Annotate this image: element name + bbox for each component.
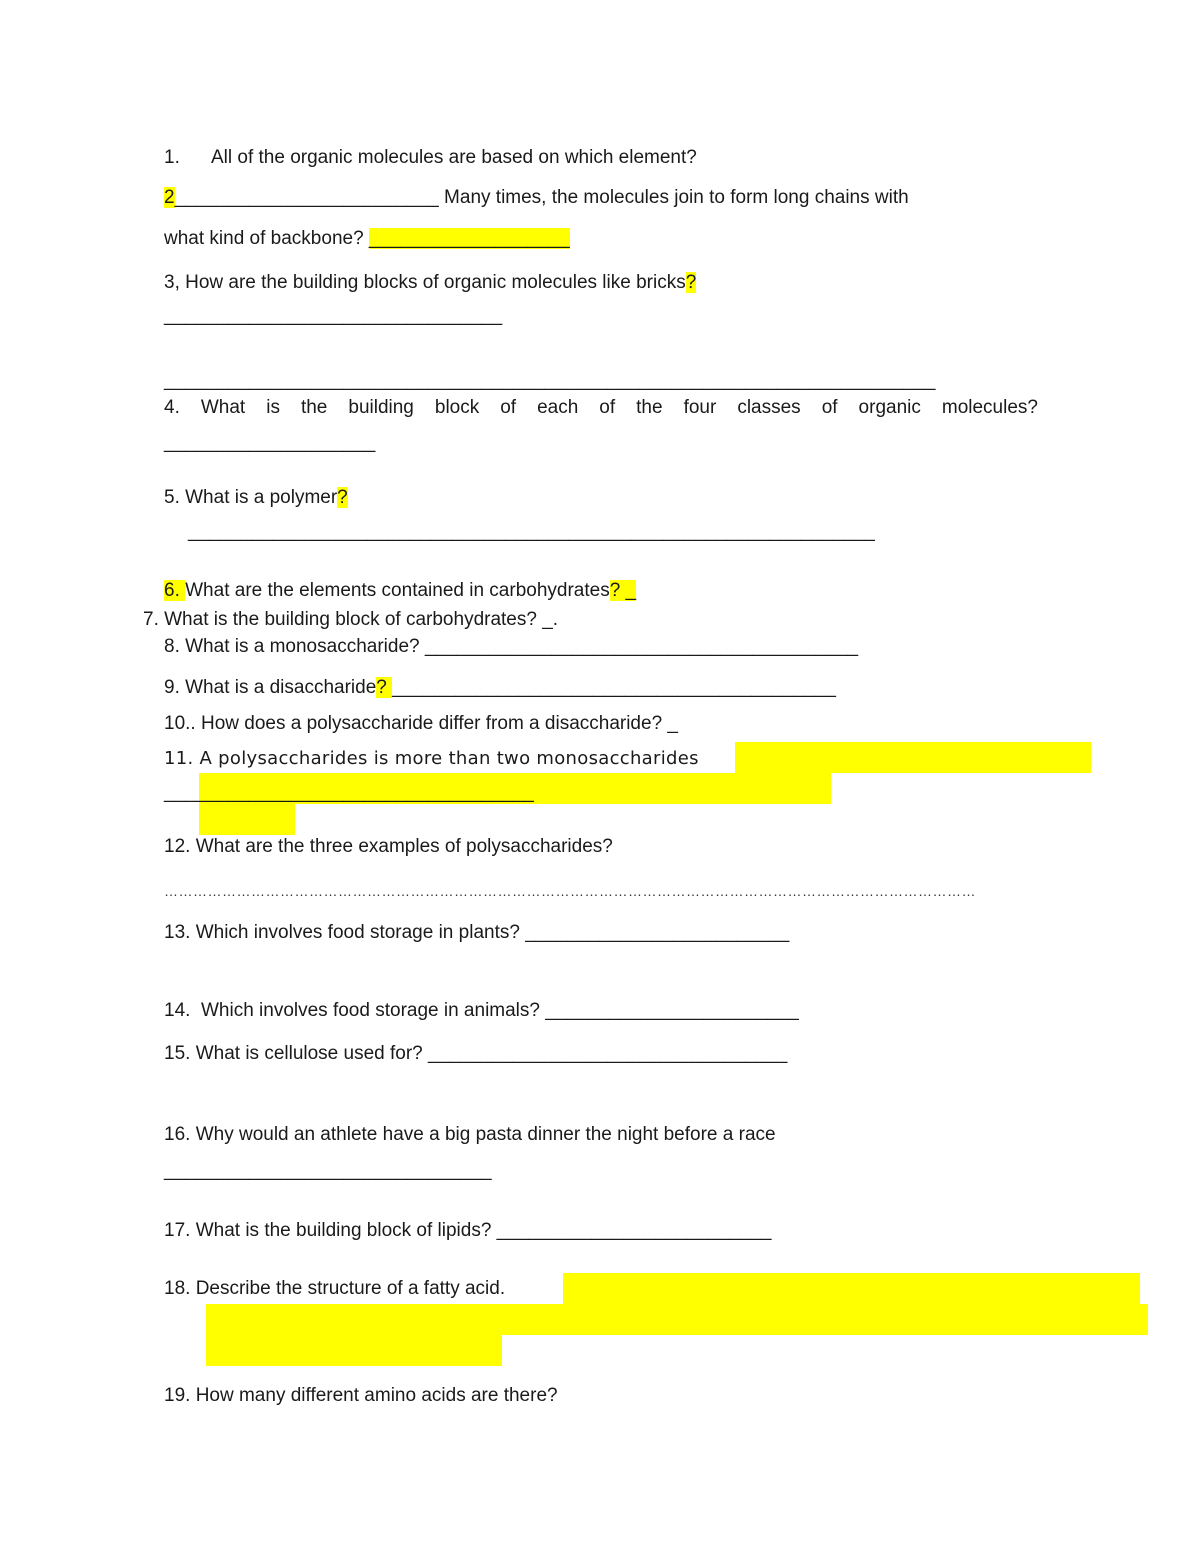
q17-text: 17. What is the building block of lipids? __________________________ [164,1220,772,1241]
q3-text: 3, How are the building blocks of organic molecules like bricks [164,272,686,293]
q4-word: the [636,397,663,418]
q16-text: 16. Why would an athlete have a big pasta dinner the night before a race [164,1124,776,1145]
q4-word: What [200,397,246,418]
q6-question [164,580,636,602]
q18-highlight-3 [206,1335,502,1366]
q2-line2 [164,228,570,250]
q4-word: of [500,397,517,418]
q18-highlight-1 [563,1273,1140,1304]
q4-word: each [537,397,579,418]
q2-line2-blank[interactable]: ___________________ [368,228,570,249]
q5-text: 5. What is a polymer [164,487,338,508]
q11-highlight-3 [199,804,295,835]
q11-highlight-1 [735,742,1091,773]
q5-question [164,487,348,509]
q19-text: 19. How many different amino acids are there? [164,1385,558,1406]
q4-word: four [683,397,717,418]
q4-blank[interactable]: ____________________ [164,432,376,453]
q2-number: 2 [164,187,175,208]
q3-question [164,272,696,294]
q4-question [164,397,1038,419]
q1-text: All of the organic molecules are based on which element? [211,147,697,168]
q4-word: of [599,397,616,418]
q5-mark: ? [337,487,348,508]
q7-text: 7. What is the building block of carbohydrates? _. [143,609,559,630]
q9-text: 9. What is a disaccharide [164,677,377,698]
q5-blank[interactable]: _________________________________________________________________ [188,521,875,542]
q1-number: 1. [164,147,180,168]
q14-text: 14. Which involves food storage in animals? ________________________ [164,1000,799,1021]
q4-word: block [434,397,480,418]
q2-text: Many times, the molecules join to form long chains with [438,187,909,208]
q11-text: 11. A polysaccharides is more than two monosaccharides [164,748,699,769]
q4-word: is [266,397,280,418]
q13-text: 13. Which involves food storage in plants? _________________________ [164,922,790,943]
q3-blank-2[interactable]: _________________________________________________________________________ [164,370,936,391]
q4-word: of [821,397,838,418]
q6-text: What are the elements contained in carbohydrates [185,580,610,601]
q6-number: 6. [164,580,186,601]
q9-mark: ? [376,677,393,698]
q3-mark: ? [685,272,697,293]
q4-word: building [348,397,414,418]
q2-blank[interactable]: _________________________ [174,187,439,208]
q16-blank[interactable]: _______________________________ [164,1160,492,1181]
q18-highlight-2 [206,1304,1148,1335]
q6-mark: ? _ [609,580,637,601]
q4-word: organic [858,397,921,418]
q4-word: molecules? [941,397,1038,418]
q11-blank[interactable]: ___________________________________ [164,782,534,803]
q4-word: classes [737,397,801,418]
q2-line1 [164,187,909,209]
q15-text: 15. What is cellulose used for? __________________________________ [164,1043,788,1064]
q12-text: 12. What are the three examples of polysaccharides? [164,836,613,857]
q9-question [164,677,836,699]
q9-blank[interactable]: __________________________________________ [392,677,836,698]
q2-line2-text: what kind of backbone? [164,228,369,249]
q12-dotted-answer-line[interactable]: …………………………………………………………………………………………………………………………………………………… [164,883,976,899]
q10-text: 10.. How does a polysaccharide differ from a disaccharide? _ [164,713,678,734]
q18-text: 18. Describe the structure of a fatty acid. [164,1278,506,1299]
q4-word: the [300,397,328,418]
q8-text: 8. What is a monosaccharide? _________________________________________ [164,636,859,657]
q3-blank-1[interactable]: ________________________________ [164,305,503,326]
q4-word: 4. [164,397,180,418]
